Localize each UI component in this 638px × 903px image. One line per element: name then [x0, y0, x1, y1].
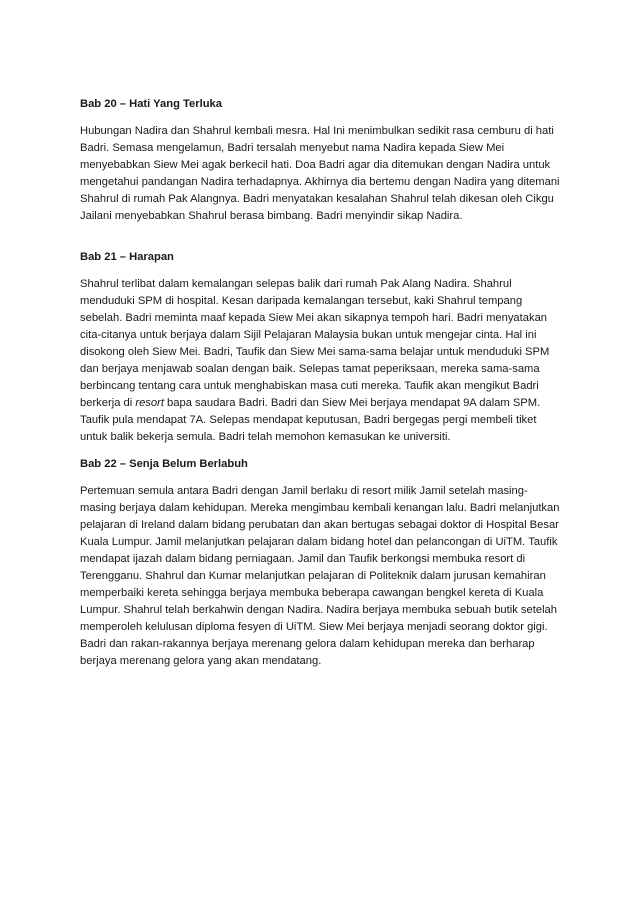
- paragraph-line: menyebabkan Siew Mei agak berkecil hati. Doa Badri agar dia ditemukan dengan Nadira untuk: [80, 159, 551, 171]
- paragraph-line: memperoleh kelulusan diploma fesyen di UiTM. Siew Mei berjaya menjadi seorang doktor gigi.: [80, 621, 548, 633]
- line-italic-text: resort: [135, 397, 164, 409]
- paragraph-line: Kuala Lumpur. Jamil melanjutkan pelajaran dalam bidang hotel dan pelancongan di UiTM. Taufik: [80, 536, 558, 548]
- paragraph-line: untuk balik bekerja semula. Badri telah memohon kemasukan ke universiti.: [80, 431, 451, 443]
- paragraph-line: menduduki SPM di hospital. Kesan daripada kemalangan tersebut, kaki Shahrul tempang: [80, 295, 523, 307]
- paragraph-line: cita-citanya untuk berjaya dalam Sijil Pelajaran Malaysia bukan untuk mengejar cinta. Hal ini: [80, 329, 537, 341]
- section-bab-22: [80, 456, 560, 670]
- paragraph-line: Taufik pula mendapat 7A. Selepas mendapat keputusan, Badri bergegas pergi membeli tiket: [80, 414, 537, 426]
- paragraph-line: masing berjaya dalam kehidupan. Mereka mengimbau kembali kenangan lalu. Badri melanjutkan: [80, 502, 560, 514]
- paragraph-line: pelajaran di Ireland dalam bidang perubatan dan akan bertugas sebagai doktor di Hospital Besar: [80, 519, 559, 531]
- section-paragraph: [80, 483, 560, 670]
- section-paragraph: [80, 123, 560, 225]
- paragraph-line: disokong oleh Siew Mei. Badri, Taufik dan Siew Mei sama-sama belajar untuk menduduki SPM: [80, 346, 550, 358]
- section-heading: Bab 21 – Harapan: [80, 251, 174, 263]
- paragraph-line: [80, 395, 560, 412]
- paragraph-line: mendapat ijazah dalam bidang perniagaan. Jamil dan Taufik berkongsi membuka resort di: [80, 553, 526, 565]
- document-page: [80, 96, 560, 670]
- paragraph-line: Badri dan rakan-rakannya berjaya merenang gelora dalam kehidupan mereka dan berharap: [80, 638, 535, 650]
- paragraph-line: Jailani menyebabkan Shahrul berasa bimbang. Badri menyindir sikap Nadira.: [80, 210, 463, 222]
- paragraph-line: Badri. Semasa mengelamun, Badri tersalah menyebut nama Nadira kepada Siew Mei: [80, 142, 505, 154]
- paragraph-line: Pertemuan semula antara Badri dengan Jamil berlaku di resort milik Jamil setelah masing-: [80, 485, 528, 497]
- paragraph-line: Lumpur. Shahrul telah berkahwin dengan Nadira. Nadira berjaya membuka sebuah butik setelah: [80, 604, 558, 616]
- line-text: berkerja di: [80, 397, 136, 409]
- paragraph-line: berjaya merenang gelora yang akan mendatang.: [80, 655, 322, 667]
- paragraph-line: mengetahui pandangan Nadira terhadapnya. Akhirnya dia bertemu dengan Nadira yang ditemani: [80, 176, 560, 188]
- paragraph-line: Shahrul terlibat dalam kemalangan selepas balik dari rumah Pak Alang Nadira. Shahrul: [80, 278, 512, 290]
- paragraph-line: berbincang tentang cara untuk menghabiskan masa cuti mereka. Taufik akan mengikut Badri: [80, 380, 539, 392]
- paragraph-line: Hubungan Nadira dan Shahrul kembali mesra. Hal Ini menimbulkan sedikit rasa cemburu di hati: [80, 125, 554, 137]
- section-heading: Bab 20 – Hati Yang Terluka: [80, 98, 222, 110]
- paragraph-line: sebelah. Badri meminta maaf kepada Siew Mei akan sikapnya tempoh hari. Badri menyatakan: [80, 312, 548, 324]
- section-bab-21: [80, 249, 560, 446]
- paragraph-line: dan berjaya menjawab soalan dengan baik. Selepas tamat peperiksaan, mereka sama-sama: [80, 363, 540, 375]
- paragraph-line: memperbaiki kereta sehingga berjaya membuka beberapa cawangan bengkel kereta di Kuala: [80, 587, 544, 599]
- paragraph-line: Terengganu. Shahrul dan Kumar melanjutkan pelajaran di Politeknik dalam jurusan kemahiran: [80, 570, 546, 582]
- section-bab-20: [80, 96, 560, 225]
- section-paragraph: [80, 276, 560, 446]
- section-heading: Bab 22 – Senja Belum Berlabuh: [80, 458, 248, 470]
- line-text: bapa saudara Badri. Badri dan Siew Mei berjaya mendapat 9A dalam SPM.: [163, 397, 541, 409]
- paragraph-line: Shahrul di rumah Pak Alangnya. Badri menyatakan kesalahan Shahrul telah dikesan oleh Cikgu: [80, 193, 554, 205]
